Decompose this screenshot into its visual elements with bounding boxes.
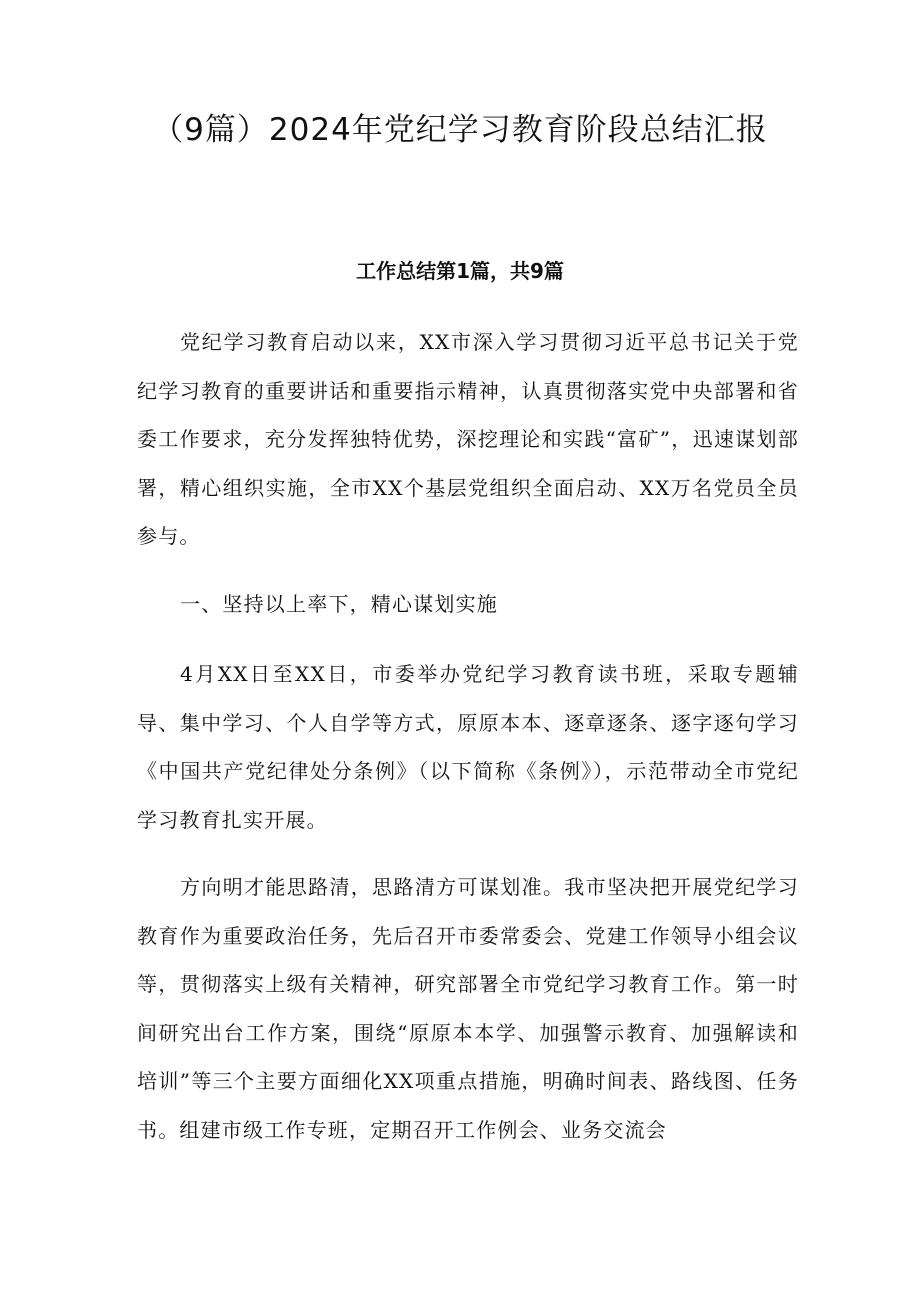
document-title: （9篇）2024年党纪学习教育阶段总结汇报 [152,112,768,148]
paragraph-planning: 方向明才能思路清，思路清方可谋划准。我市坚决把开展党纪学习教育作为重要政治任务，先后召开市委常委会、党建工作领导小组会议等，贯彻落实上级有关精神，研究部署全市党纪学习教育工作。第一时间研究出台工作方案，围绕“原原本本学、加强警示教育、加强解读和培训”等三个主要方面细化XX项重点措施，明确时间表、路线图、任务书。组建市级工作专班，定期召开工作例会、业务交流会 [137,875,799,1142]
document-subtitle: 工作总结第1篇，共9篇 [356,259,564,283]
paragraph-intro: 党纪学习教育启动以来，XX市深入学习贯彻习近平总书记关于党纪学习教育的重要讲话和重要指示精神，认真贯彻落实党中央部署和省委工作要求，充分发挥独特优势，深挖理论和实践“富矿”，迅速谋划部署，精心组织实施，全市XX个基层党组织全面启动、XX万名党员全员参与。 [137,330,799,548]
section-heading: 一、坚持以上率下，精心谋划实施 [180,592,498,616]
paragraph-reading-class: 4月XX日至XX日，市委举办党纪学习教育读书班，采取专题辅导、集中学习、个人自学等方式，原原本本、逐章逐条、逐字逐句学习《中国共产党纪律处分条例》（以下简称《条例》），示范带动全市党纪学习教育扎实开展。 [137,662,799,832]
